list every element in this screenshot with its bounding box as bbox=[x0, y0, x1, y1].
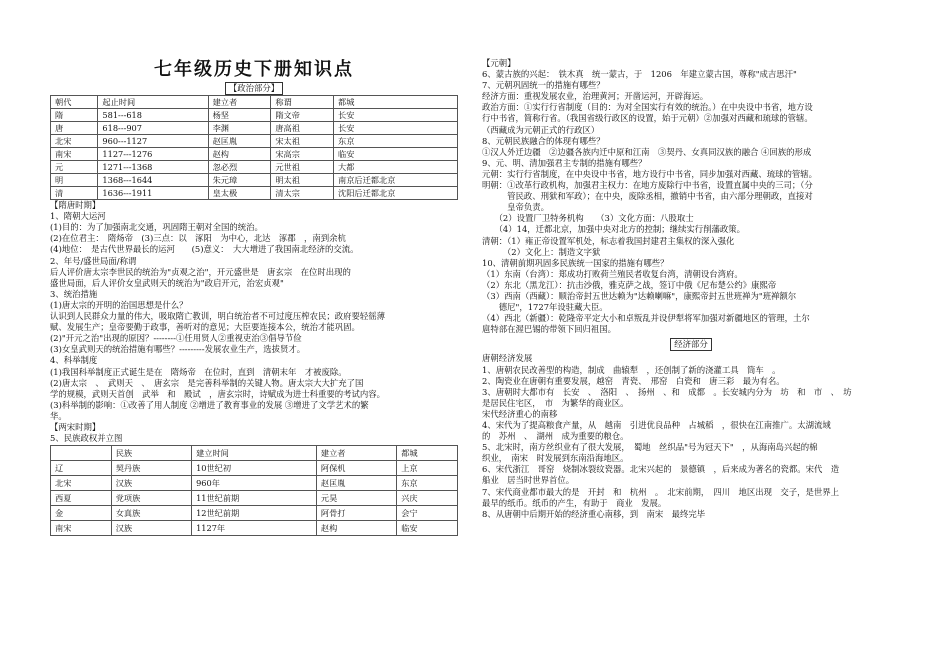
regime-cell: 兴庆 bbox=[397, 491, 458, 506]
dynasty-cell: 南宋 bbox=[51, 148, 98, 161]
politics-label-box: 【政治部分】 bbox=[225, 82, 283, 95]
dynasty-cell: 赵匡胤 bbox=[208, 135, 271, 148]
table-row bbox=[51, 161, 458, 174]
politics-section-label bbox=[50, 82, 458, 95]
table-row bbox=[51, 461, 458, 476]
dynasty-cell: 朱元璋 bbox=[208, 174, 271, 187]
text-line: 明朝：①改革行政机构，加强君主权力：在地方废除行中书省，设置直属中央的三司；（分 bbox=[482, 180, 813, 191]
dynasty-cell: 清 bbox=[51, 187, 98, 200]
table-row bbox=[51, 506, 458, 521]
regime-cell: 赵构 bbox=[316, 521, 396, 536]
dynasty-cell: 皇太极 bbox=[208, 187, 271, 200]
dynasty-cell: 元世祖 bbox=[271, 161, 334, 174]
dynasty-header-cell: 都城 bbox=[334, 96, 458, 109]
right-text-block bbox=[482, 69, 900, 335]
left-text-block bbox=[50, 200, 458, 444]
text-line: (2)在位君主： 隋炀帝 (3)三点：以 涿阳 为中心，北达 涿郡 ，南到余杭 bbox=[50, 233, 346, 244]
regime-cell: 辽 bbox=[51, 461, 112, 476]
text-line: 经济方面：重视发展农业，治理黄河；开凿运河，开辟海运。 bbox=[482, 91, 709, 102]
text-line: 管民政、刑狱和军政）；在中央，废除丞相，撤销中书省，由六部分理朝政，直接对 bbox=[482, 191, 813, 202]
text-line: 1、隋朝大运河 bbox=[50, 211, 106, 222]
regime-cell: 党项族 bbox=[111, 491, 191, 506]
dynasty-cell: 1368---1644 bbox=[98, 174, 208, 187]
text-line: （2）文化上：制造文字狱 bbox=[482, 246, 601, 257]
text-line: （4）西北（新疆）：乾隆帝平定大小和卓叛乱并设伊犁将军加强对新疆地区的管理，土尔 bbox=[482, 313, 810, 324]
regime-table bbox=[50, 445, 458, 536]
text-line: 船业 居当时世界首位。 bbox=[482, 475, 575, 486]
dynasty-cell: 杨坚 bbox=[208, 109, 271, 122]
regime-cell: 临安 bbox=[397, 521, 458, 536]
regime-cell: 960年 bbox=[192, 476, 317, 491]
text-line: 4、宋代为了提高粮食产量，从 越南 引进优良品种 占城稻 ，很快在江南推广。太湖流域 bbox=[482, 420, 831, 430]
text-line: 6、宋代浙江 哥窑 烧制冰裂纹瓷器。北宋兴起的 景德镇 ，后来成为著名的瓷都。宋代 造 bbox=[482, 464, 840, 475]
page-title: 七年级历史下册知识点 bbox=[154, 59, 354, 80]
text-line: 学的规模，武则天首创 武举 和 殿试 ，唐玄宗时，诗赋成为进士科重要的考试内容。 bbox=[50, 388, 385, 399]
table-row bbox=[51, 109, 458, 122]
text-line: (3)女皇武则天的统治措施有哪些？---------发展农业生产，选拔贤才。 bbox=[50, 344, 306, 355]
text-line: 织业， 南宋 时发展到东南沿海地区。 bbox=[482, 453, 629, 464]
regime-cell: 汉族 bbox=[111, 476, 191, 491]
dynasty-cell: 明 bbox=[51, 174, 98, 187]
text-line: （2）东北（黑龙江）：抗击沙俄，雅克萨之战，签订中俄《尼布楚公约》康熙帝 bbox=[482, 279, 777, 290]
regime-cell: 北宋 bbox=[51, 476, 112, 491]
dynasty-cell: 李渊 bbox=[208, 122, 271, 135]
dynasty-cell: 赵构 bbox=[208, 148, 271, 161]
text-line: 政治方面：①实行行省制度（目的：为对全国实行有效的统治。）在中央设中书省，地方设 bbox=[482, 102, 813, 113]
dynasty-cell: 唐 bbox=[51, 122, 98, 135]
dynasty-cell: 960---1127 bbox=[98, 135, 208, 148]
dynasty-cell: 临安 bbox=[334, 148, 458, 161]
dynasty-cell: 南京后迁都北京 bbox=[334, 174, 458, 187]
dynasty-cell: 大都 bbox=[334, 161, 458, 174]
regime-cell: 西夏 bbox=[51, 491, 112, 506]
text-line: 10、清朝前期巩固多民族统一国家的措施有哪些？ bbox=[482, 257, 669, 268]
text-line: 宋代经济重心的南移 bbox=[482, 408, 558, 419]
dynasty-cell: 元 bbox=[51, 161, 98, 174]
dynasty-cell: 1127---1276 bbox=[98, 148, 208, 161]
dynasty-cell: 1636---1911 bbox=[98, 187, 208, 200]
table-row bbox=[51, 476, 458, 491]
text-line: (1)目的：为了加强南北交通，巩固隋王朝对全国的统治。 bbox=[50, 222, 263, 233]
regime-cell: 赵匡胤 bbox=[316, 476, 396, 491]
text-line: 7、宋代商业都市最大的是 开封 和 杭州 。 北宋前期， 四川 地区出现 交子，是世界上 bbox=[482, 486, 840, 497]
text-line: 扈特部在渥巴锡的带领下回归祖国。 bbox=[482, 324, 616, 335]
text-line: 的 苏州 、 湖州 成为重要的粮仓。 bbox=[482, 431, 629, 442]
text-line: ①汉人外迁边疆 ②边疆各族内迁中原和江南 ③契丹、女真同汉族的融合 ④回族的形成 bbox=[482, 146, 812, 157]
text-line: 认识到人民群众力量的伟大，吸取隋亡教训，明白统治者不可过度压榨农民；政府要轻徭薄 bbox=[50, 311, 385, 322]
regime-cell: 10世纪初 bbox=[192, 461, 317, 476]
dynasty-table bbox=[50, 95, 458, 200]
dynasty-cell: 581---618 bbox=[98, 109, 208, 122]
text-line: 清朝：（1）雍正帝设置军机处，标志着我国封建君主集权的深入强化 bbox=[482, 235, 735, 246]
dynasty-cell: 隋 bbox=[51, 109, 98, 122]
text-line: 德尼"，1727年设驻藏大臣。 bbox=[482, 302, 608, 313]
text-line: （2）设置厂卫特务机构 （3）文化方面：八股取士 bbox=[482, 213, 694, 224]
economy-text-block bbox=[482, 353, 900, 519]
regime-header-cell: 都城 bbox=[397, 446, 458, 461]
table-row bbox=[51, 148, 458, 161]
dynasty-header-cell: 起止时间 bbox=[98, 96, 208, 109]
left-column bbox=[50, 58, 458, 536]
regime-header-cell: 民族 bbox=[111, 446, 191, 461]
text-line: (2)"开元之治"出现的原因？--------①任用贤人②重视吏治③倡导节俭 bbox=[50, 333, 302, 344]
regime-cell: 会宁 bbox=[397, 506, 458, 521]
text-line: (2)唐太宗 、 武则天 、 唐玄宗 是完善科举制的关键人物。唐太宗大大扩充了国 bbox=[50, 377, 364, 388]
table-row bbox=[51, 135, 458, 148]
table-row bbox=[51, 122, 458, 135]
text-line: (1)唐太宗的开明的治国思想是什么？ bbox=[50, 299, 188, 310]
regime-cell: 女真族 bbox=[111, 506, 191, 521]
text-line: 华。 bbox=[50, 410, 67, 421]
regime-cell: 东京 bbox=[397, 476, 458, 491]
text-line: 5、民族政权并立图 bbox=[50, 433, 123, 444]
regime-header-cell: 建立者 bbox=[316, 446, 396, 461]
dynasty-cell: 沈阳后迁都北京 bbox=[334, 187, 458, 200]
dynasty-cell: 唐高祖 bbox=[271, 122, 334, 135]
dynasty-cell: 隋文帝 bbox=[271, 109, 334, 122]
text-line: 【两宋时期】 bbox=[50, 421, 101, 432]
text-line: 2、陶瓷业在唐朝有重要发展，越窑 青瓷、 邢窑 白瓷和 唐三彩 最为有名。 bbox=[482, 375, 785, 386]
text-line: 8、元朝民族融合的体现有哪些？ bbox=[482, 135, 605, 146]
text-line: (4)地位： 是古代世界最长的运河 (5)意义： 大大增进了我国南北经济的交流。 bbox=[50, 244, 359, 255]
dynasty-cell: 北宋 bbox=[51, 135, 98, 148]
regime-cell: 金 bbox=[51, 506, 112, 521]
dynasty-cell: 618---907 bbox=[98, 122, 208, 135]
regime-cell: 上京 bbox=[397, 461, 458, 476]
right-column bbox=[482, 58, 900, 520]
dynasty-cell: 明太祖 bbox=[271, 174, 334, 187]
text-line: 赋、发展生产；皇帝要勤于政事，善听对的意见；大臣要连接本公，统治才能巩固。 bbox=[50, 322, 360, 333]
text-line: 唐朝经济发展 bbox=[482, 353, 533, 364]
text-line: 元朝：实行行省制度，在中央设中书省，地方设行中书省，同步加强对西藏、琉球的管辖。 bbox=[482, 168, 817, 179]
text-line: 3、唐朝时大都市有 长安 、 洛阳 、 扬州 、和 成都 。长安城内分为 坊 和 市 、 坊 bbox=[482, 386, 852, 397]
text-line: 1、唐朝农民改善型的构造，制成 曲辕犁 ，还创制了新的浇灌工具 筒车 。 bbox=[482, 364, 781, 375]
text-line: 5、北宋时，南方丝织业有了很大发展， 蜀地 丝织品"号为冠天下" ，从海南岛兴起的棉 bbox=[482, 442, 818, 453]
dynasty-cell: 长安 bbox=[334, 122, 458, 135]
regime-header-row bbox=[51, 446, 458, 461]
dynasty-cell: 宋太祖 bbox=[271, 135, 334, 148]
text-line: 2、年号/盛世局面/称谓 bbox=[50, 255, 137, 266]
text-line: 8、从唐朝中后期开始的经济重心南移，到 南宋 最终完毕 bbox=[482, 508, 706, 519]
text-line: 最早的纸币。纸币的产生，有助于 商业 发展。 bbox=[482, 497, 667, 508]
dynasty-cell: 1271---1368 bbox=[98, 161, 208, 174]
text-line: 是居民住宅区， 市 为繁华的商业区。 bbox=[482, 397, 629, 408]
regime-cell: 元昊 bbox=[316, 491, 396, 506]
regime-cell: 1127年 bbox=[192, 521, 317, 536]
regime-cell: 南宋 bbox=[51, 521, 112, 536]
dynasty-cell: 长安 bbox=[334, 109, 458, 122]
regime-header-cell bbox=[51, 446, 112, 461]
text-line: 6、蒙古族的兴起： 铁木真 统一蒙古，于 1206 年建立蒙古国，尊称"成吉思汗" bbox=[482, 69, 797, 80]
regime-cell: 阿骨打 bbox=[316, 506, 396, 521]
dynasty-header-cell: 建立者 bbox=[208, 96, 271, 109]
dynasty-cell: 忽必烈 bbox=[208, 161, 271, 174]
table-row bbox=[51, 491, 458, 506]
text-line: 【隋唐时期】 bbox=[50, 200, 101, 211]
table-row bbox=[51, 187, 458, 200]
dynasty-cell: 清太宗 bbox=[271, 187, 334, 200]
dynasty-cell: 宋高宗 bbox=[271, 148, 334, 161]
text-line: 4、科举制度 bbox=[50, 355, 98, 366]
regime-cell: 11世纪前期 bbox=[192, 491, 317, 506]
text-line: （3）西南（西藏）：顺治帝封五世达赖为"达赖喇嘛"，康熙帝封五世班禅为"班禅额尔 bbox=[482, 290, 797, 301]
table-row bbox=[51, 521, 458, 536]
text-line: 行中书省，简称行省。（我国省级行政区的设置，始于元朝）②加强对西藏和琉球的管辖。 bbox=[482, 113, 813, 124]
text-line: (1)我国科举制度正式诞生是在 隋炀帝 在位时，直到 清朝末年 才被废除。 bbox=[50, 366, 347, 377]
text-line: 9、元、明、清加强君主专制的措施有哪些？ bbox=[482, 157, 647, 168]
economy-section-label bbox=[482, 338, 900, 351]
text-line: 3、统治措施 bbox=[50, 288, 98, 299]
text-line: 盛世局面，后人评价女皇武则天的统治为"政启开元，治宏贞观" bbox=[50, 277, 284, 288]
yuan-header: 【元朝】 bbox=[482, 58, 516, 68]
text-line: 7、元朝巩固统一的措施有哪些？ bbox=[482, 80, 605, 91]
regime-header-cell: 建立时间 bbox=[192, 446, 317, 461]
regime-cell: 契丹族 bbox=[111, 461, 191, 476]
regime-cell: 12世纪前期 bbox=[192, 506, 317, 521]
dynasty-header-cell: 朝代 bbox=[51, 96, 98, 109]
text-line: (3)科举制的影响：①改善了用人制度 ②增进了教育事业的发展 ③增进了文学艺术的繁 bbox=[50, 399, 369, 410]
text-line: （西藏成为元朝正式的行政区） bbox=[482, 124, 600, 135]
regime-cell: 阿保机 bbox=[316, 461, 396, 476]
economy-label-box: 经济部分 bbox=[670, 338, 712, 351]
regime-cell: 汉族 bbox=[111, 521, 191, 536]
text-line: 后人评价唐太宗李世民的统治为"贞观之治"，开元盛世是 唐玄宗 在位时出现的 bbox=[50, 266, 351, 277]
text-line: 皇帝负责。 bbox=[482, 202, 549, 213]
text-line: （4）14，迁都北京，加强中央对北方的控制；继续实行削藩政策。 bbox=[482, 224, 746, 235]
table-row bbox=[51, 174, 458, 187]
text-line: （1）东南（台湾）：郑成功打败荷兰殖民者收复台湾，清朝设台湾府。 bbox=[482, 268, 743, 279]
dynasty-cell: 东京 bbox=[334, 135, 458, 148]
dynasty-header-cell: 称谓 bbox=[271, 96, 334, 109]
dynasty-header-row bbox=[51, 96, 458, 109]
